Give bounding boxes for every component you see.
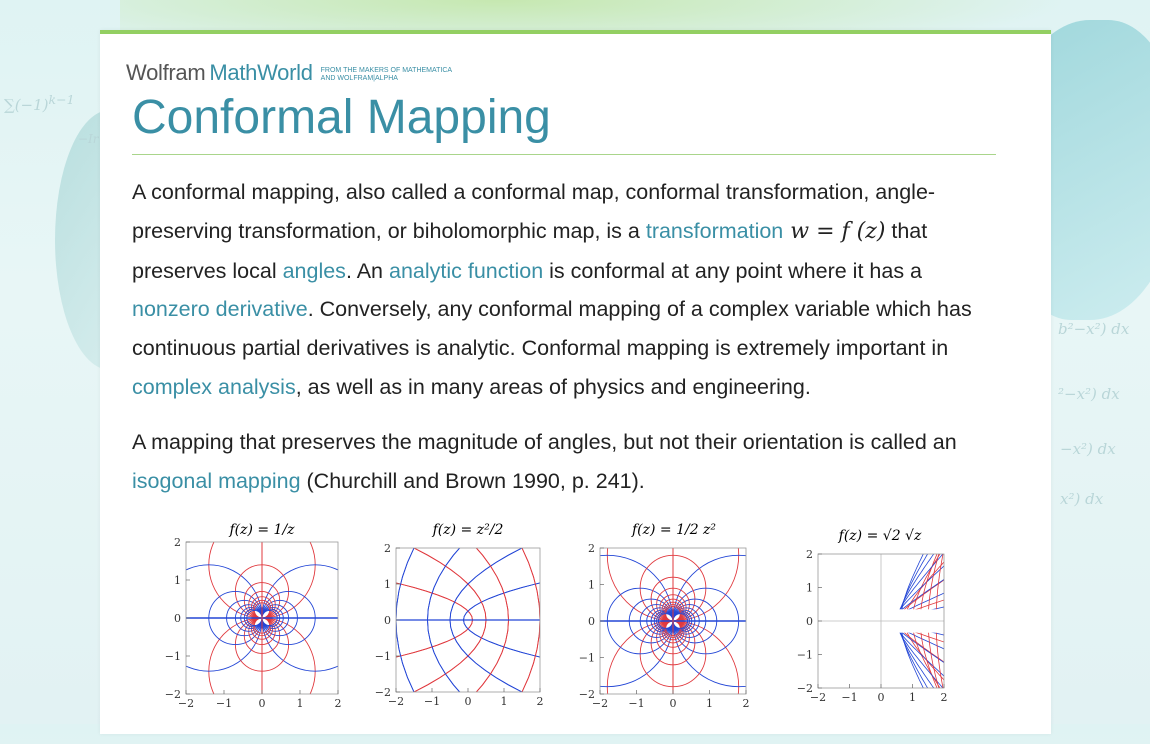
y-tick-label: 2 [588,542,595,555]
plot-half-z-squared-inverse [542,514,805,744]
y-tick-label: 2 [806,548,813,561]
y-tick-label: −2 [374,686,391,699]
x-tick-label: −1 [841,691,858,704]
y-tick-label: −1 [164,650,181,663]
y-tick-label: −2 [578,688,595,701]
x-tick-label: 0 [877,691,885,704]
curve-blue [464,516,1052,728]
y-tick-label: 1 [174,574,181,587]
site-logo[interactable] [126,60,452,86]
y-tick-label: −1 [374,650,391,663]
y-tick-label: 0 [588,615,595,628]
logo-wolfram-text: Wolfram [126,60,206,85]
x-tick-label: −2 [177,697,195,710]
curve-blue [396,514,1044,744]
x-tick-label: −1 [423,695,441,708]
article-card [100,30,1051,734]
x-tick-label: 0 [669,697,677,710]
x-tick-label: 1 [706,697,713,710]
curve-red [100,516,473,728]
link-complex-analysis[interactable]: complex analysis [132,374,296,399]
y-tick-label: −1 [796,648,813,662]
link-nonzero-derivative[interactable]: nonzero derivative [132,297,308,322]
plot-sqrt [797,528,1051,704]
y-tick-label: −1 [578,651,595,665]
link-angles[interactable]: angles [282,258,346,283]
conformal-mapping-plots [100,514,1051,744]
y-tick-label: 2 [384,542,391,555]
curve-blue [464,514,1052,724]
logo-tagline: FROM THE MAKERS OF MATHEMATICA AND WOLFRAM|ALPHA [320,67,453,82]
x-tick-label: −2 [591,697,609,710]
x-tick-label: −2 [809,691,827,704]
background-formula: ²−x²) dx [1058,385,1120,403]
background-formula: b²−x²) dx [1058,320,1130,338]
x-tick-label: −1 [628,697,645,710]
plot-title: f(z) = 1/z [229,522,295,538]
y-tick-label: 1 [384,578,391,591]
plot-title: f(z) = 1/2 z² [631,522,717,538]
y-tick-label: 1 [588,578,595,592]
x-tick-label: 0 [258,697,266,710]
x-tick-label: 2 [742,697,750,710]
curve-red [944,621,950,699]
link-isogonal-mapping[interactable]: isogonal mapping [132,468,301,493]
background-formula: −Ir [78,132,99,146]
curve-red [100,514,540,744]
background-formula: x²) dx [1060,490,1104,508]
curve-red [100,514,509,744]
curve-red [100,514,540,744]
x-tick-label: 1 [500,695,508,708]
curve-red [100,514,509,744]
y-tick-label: 0 [384,614,391,627]
x-tick-label: 2 [940,691,948,704]
x-tick-label: 1 [909,691,916,704]
curve-red [944,543,950,621]
x-tick-label: 2 [536,695,544,708]
math-w-equals-f-z: w = f (z) [783,218,886,244]
x-tick-label: 2 [334,697,342,710]
link-analytic-function[interactable]: analytic function [388,258,544,283]
paragraph-isogonal: A mapping that preserves the magnitude of angles, but not their orientation is called an isogonal mapping (Churchill and Brown 1990, p. 241). [132,430,957,493]
plot-title: f(z) = z²/2 [432,522,504,538]
paragraph-intro: A conformal mapping, also called a conformal map, conformal transformation, angle-preserving transformation, or biholomorphic map, is a transformation w = f (z) that preserves local angles. An analytic function is conformal at any point where it has a nonzero derivative. Conversely, any conformal mapping of a complex variable which has continuous partial derivatives is analytic. Conformal mapping is extremely important in complex analysis, as well as in many areas of physics and engineering. [132,180,972,399]
background-formula: $\sum(-1)^{k-1}$ [4,92,75,114]
link-transformation[interactable]: transformation [645,218,784,243]
plot-curves [818,543,1051,698]
x-tick-label: −2 [387,695,405,708]
x-tick-label: 1 [296,697,304,710]
y-tick-label: −2 [164,688,181,701]
curve-blue [396,514,1044,744]
logo-mathworld-text: MathWorld [209,60,313,85]
y-tick-label: 2 [174,536,181,549]
x-tick-label: 0 [464,695,472,708]
y-tick-label: 0 [806,615,813,628]
plot-title: f(z) = √2 √z [838,528,922,544]
curve-red [100,514,473,724]
title-divider [132,154,996,155]
y-tick-label: 0 [174,612,181,625]
x-tick-label: −1 [215,697,233,710]
page-title: Conformal Mapping [132,91,551,144]
y-tick-label: 1 [806,581,813,595]
background-formula: −x²) dx [1060,440,1116,458]
y-tick-label: −2 [796,682,813,695]
plot-reciprocal [156,514,369,724]
